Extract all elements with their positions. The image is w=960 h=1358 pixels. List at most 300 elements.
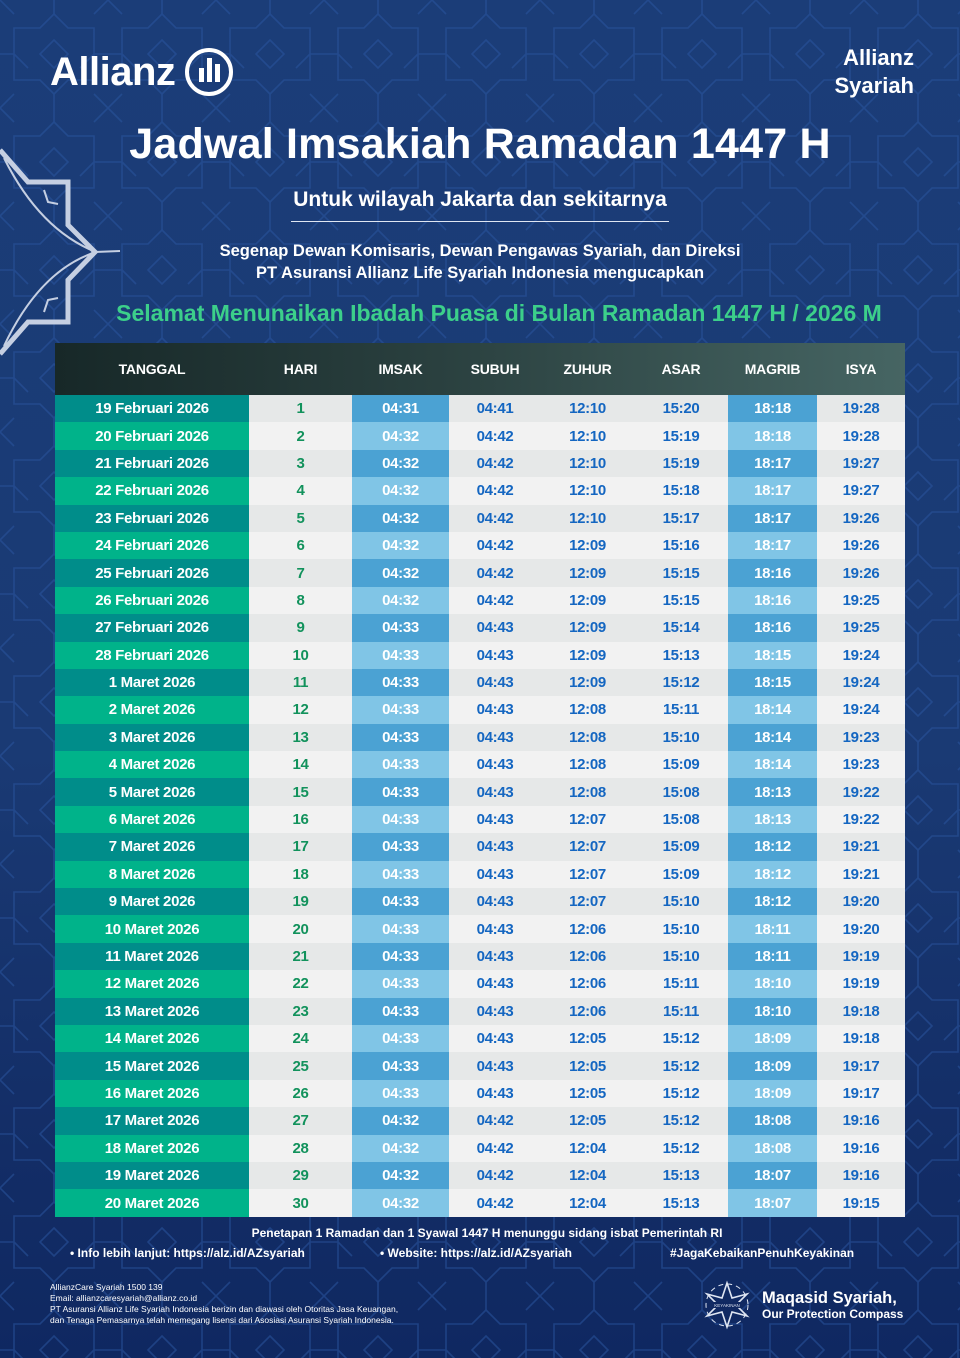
magrib-cell: 18:17 [728,505,817,532]
zuhur-cell: 12:04 [541,1189,634,1216]
date-cell: 7 Maret 2026 [55,833,249,860]
magrib-cell: 18:12 [728,833,817,860]
date-cell: 8 Maret 2026 [55,861,249,888]
isya-cell: 19:25 [817,587,905,614]
day-number-cell: 5 [249,505,352,532]
contact-phone: AllianzCare Syariah 1500 139 [50,1282,163,1292]
imsak-cell: 04:32 [352,1135,449,1162]
table-row [55,1052,905,1079]
table-row [55,696,905,723]
regulatory-line-2: dan Tenaga Pemasarnya telah memegang lisensi dari Asosiasi Asuransi Syariah Indonesia. [50,1315,394,1325]
subuh-cell: 04:43 [449,970,541,997]
asar-cell: 15:12 [634,1080,728,1107]
subuh-cell: 04:42 [449,477,541,504]
imsak-cell: 04:32 [352,1189,449,1216]
asar-cell: 15:13 [634,642,728,669]
subuh-cell: 04:42 [449,1189,541,1216]
asar-cell: 15:10 [634,943,728,970]
region-subtitle: Untuk wilayah Jakarta dan sekitarnya [291,188,669,222]
magrib-cell: 18:14 [728,724,817,751]
table-row [55,422,905,449]
zuhur-cell: 12:09 [541,614,634,641]
table-header-row [55,343,905,395]
magrib-cell: 18:14 [728,696,817,723]
subuh-cell: 04:43 [449,1025,541,1052]
isya-cell: 19:22 [817,806,905,833]
isya-cell: 19:18 [817,998,905,1025]
isya-cell: 19:25 [817,614,905,641]
asar-cell: 15:12 [634,1052,728,1079]
imsak-cell: 04:32 [352,559,449,586]
asar-cell: 15:19 [634,450,728,477]
day-number-cell: 20 [249,915,352,942]
table-row [55,888,905,915]
imsak-cell: 04:33 [352,724,449,751]
imsak-cell: 04:33 [352,778,449,805]
asar-cell: 15:11 [634,998,728,1025]
magrib-cell: 18:07 [728,1162,817,1189]
column-header-tanggal: TANGGAL [118,361,186,377]
day-number-cell: 26 [249,1080,352,1107]
column-header-imsak: IMSAK [378,361,423,377]
zuhur-cell: 12:10 [541,395,634,422]
ramadan-wish: Selamat Menunaikan Ibadah Puasa di Bulan Ramadan 1447 H / 2026 M [116,300,882,326]
magrib-cell: 18:11 [728,915,817,942]
day-number-cell: 29 [249,1162,352,1189]
asar-cell: 15:11 [634,970,728,997]
magrib-cell: 18:12 [728,888,817,915]
column-header-hari: HARI [283,361,318,377]
magrib-cell: 18:16 [728,559,817,586]
isya-cell: 19:24 [817,669,905,696]
zuhur-cell: 12:10 [541,477,634,504]
table-row [55,833,905,860]
subuh-cell: 04:42 [449,505,541,532]
column-header-isya: ISYA [845,361,877,377]
table-row [55,532,905,559]
day-number-cell: 19 [249,888,352,915]
maqasid-title: Maqasid Syariah, [762,1288,897,1307]
imsak-cell: 04:33 [352,915,449,942]
zuhur-cell: 12:07 [541,888,634,915]
subuh-cell: 04:43 [449,888,541,915]
subuh-cell: 04:43 [449,614,541,641]
imsak-cell: 04:33 [352,943,449,970]
subuh-cell: 04:42 [449,587,541,614]
isya-cell: 19:17 [817,1080,905,1107]
isya-cell: 19:15 [817,1189,905,1216]
zuhur-cell: 12:04 [541,1162,634,1189]
asar-cell: 15:15 [634,559,728,586]
zuhur-cell: 12:07 [541,833,634,860]
date-cell: 26 Februari 2026 [55,587,249,614]
zuhur-cell: 12:06 [541,943,634,970]
maqasid-text [762,1289,903,1322]
table-row [55,1107,905,1134]
day-number-cell: 15 [249,778,352,805]
zuhur-cell: 12:05 [541,1025,634,1052]
magrib-cell: 18:18 [728,395,817,422]
isya-cell: 19:20 [817,915,905,942]
subuh-cell: 04:42 [449,1107,541,1134]
imsak-cell: 04:32 [352,450,449,477]
date-cell: 15 Maret 2026 [55,1052,249,1079]
day-number-cell: 30 [249,1189,352,1216]
magrib-cell: 18:09 [728,1052,817,1079]
magrib-cell: 18:16 [728,587,817,614]
table-row [55,1162,905,1189]
imsak-cell: 04:32 [352,1162,449,1189]
table-row [55,724,905,751]
day-number-cell: 13 [249,724,352,751]
magrib-cell: 18:18 [728,422,817,449]
magrib-cell: 18:09 [728,1025,817,1052]
subuh-cell: 04:43 [449,943,541,970]
table-row [55,477,905,504]
asar-cell: 15:12 [634,669,728,696]
isya-cell: 19:23 [817,724,905,751]
isya-cell: 19:26 [817,559,905,586]
table-row [55,1080,905,1107]
date-cell: 9 Maret 2026 [55,888,249,915]
imsak-cell: 04:33 [352,970,449,997]
imsak-cell: 04:32 [352,1107,449,1134]
asar-cell: 15:20 [634,395,728,422]
column-header-zuhur: ZUHUR [563,361,612,377]
asar-cell: 15:09 [634,833,728,860]
magrib-cell: 18:11 [728,943,817,970]
zuhur-cell: 12:06 [541,915,634,942]
date-cell: 27 Februari 2026 [55,614,249,641]
asar-cell: 15:13 [634,1162,728,1189]
isya-cell: 19:24 [817,642,905,669]
asar-cell: 15:10 [634,915,728,942]
isya-cell: 19:27 [817,450,905,477]
table-row [55,778,905,805]
brand-line-1: Allianz [843,45,914,70]
isya-cell: 19:28 [817,422,905,449]
allianz-syariah-brand [835,44,915,100]
allianz-logo [50,48,233,96]
zuhur-cell: 12:08 [541,778,634,805]
date-cell: 14 Maret 2026 [55,1025,249,1052]
isya-cell: 19:23 [817,751,905,778]
day-number-cell: 25 [249,1052,352,1079]
column-header-subuh: SUBUH [470,361,520,377]
table-body [55,395,905,1217]
day-number-cell: 10 [249,642,352,669]
zuhur-cell: 12:06 [541,970,634,997]
asar-cell: 15:19 [634,422,728,449]
subuh-cell: 04:42 [449,450,541,477]
magrib-cell: 18:12 [728,861,817,888]
day-number-cell: 22 [249,970,352,997]
isya-cell: 19:19 [817,943,905,970]
date-cell: 23 Februari 2026 [55,505,249,532]
magrib-cell: 18:07 [728,1189,817,1216]
zuhur-cell: 12:08 [541,696,634,723]
greeting-text [0,240,960,284]
isya-cell: 19:16 [817,1107,905,1134]
info-link[interactable]: • Info lebih lanjut: https://alz.id/AZsyariah [70,1246,305,1260]
date-cell: 6 Maret 2026 [55,806,249,833]
asar-cell: 15:14 [634,614,728,641]
zuhur-cell: 12:05 [541,1107,634,1134]
asar-cell: 15:10 [634,724,728,751]
subuh-cell: 04:41 [449,395,541,422]
zuhur-cell: 12:10 [541,422,634,449]
day-number-cell: 9 [249,614,352,641]
asar-cell: 15:08 [634,806,728,833]
subuh-cell: 04:43 [449,642,541,669]
magrib-cell: 18:17 [728,532,817,559]
imsak-cell: 04:33 [352,696,449,723]
zuhur-cell: 12:07 [541,861,634,888]
table-row [55,970,905,997]
date-cell: 16 Maret 2026 [55,1080,249,1107]
subuh-cell: 04:43 [449,1052,541,1079]
subtitle-container [0,188,960,222]
day-number-cell: 6 [249,532,352,559]
table-row [55,998,905,1025]
date-cell: 10 Maret 2026 [55,915,249,942]
magrib-cell: 18:08 [728,1135,817,1162]
day-number-cell: 24 [249,1025,352,1052]
zuhur-cell: 12:07 [541,806,634,833]
date-cell: 25 Februari 2026 [55,559,249,586]
isya-cell: 19:26 [817,505,905,532]
date-cell: 1 Maret 2026 [55,669,249,696]
isya-cell: 19:27 [817,477,905,504]
table-row [55,861,905,888]
asar-cell: 15:09 [634,861,728,888]
imsak-cell: 04:33 [352,614,449,641]
date-cell: 19 Februari 2026 [55,395,249,422]
subuh-cell: 04:43 [449,861,541,888]
date-cell: 12 Maret 2026 [55,970,249,997]
isya-cell: 19:21 [817,833,905,860]
date-cell: 11 Maret 2026 [55,943,249,970]
magrib-cell: 18:10 [728,998,817,1025]
isya-cell: 19:17 [817,1052,905,1079]
day-number-cell: 4 [249,477,352,504]
column-header-magrib: MAGRIB [744,361,801,377]
table-row [55,614,905,641]
table-row [55,806,905,833]
table-row [55,450,905,477]
day-number-cell: 17 [249,833,352,860]
regulatory-line-1: PT Asuransi Allianz Life Syariah Indonesia berizin dan diawasi oleh Otoritas Jasa Keuangan, [50,1304,399,1314]
subuh-cell: 04:43 [449,1080,541,1107]
date-cell: 4 Maret 2026 [55,751,249,778]
greeting-line-2: PT Asuransi Allianz Life Syariah Indonesia mengucapkan [255,264,705,282]
magrib-cell: 18:17 [728,450,817,477]
date-cell: 28 Februari 2026 [55,642,249,669]
day-number-cell: 16 [249,806,352,833]
page-title: Jadwal Imsakiah Ramadan 1447 H [129,120,831,168]
brand-line-2: Syariah [834,73,914,98]
date-cell: 3 Maret 2026 [55,724,249,751]
imsak-cell: 04:33 [352,669,449,696]
asar-cell: 15:12 [634,1025,728,1052]
table-row [55,669,905,696]
day-number-cell: 23 [249,998,352,1025]
zuhur-cell: 12:05 [541,1080,634,1107]
asar-cell: 15:17 [634,505,728,532]
subuh-cell: 04:43 [449,751,541,778]
magrib-cell: 18:13 [728,806,817,833]
subuh-cell: 04:42 [449,1135,541,1162]
fine-print [50,1282,398,1326]
zuhur-cell: 12:09 [541,559,634,586]
isya-cell: 19:18 [817,1025,905,1052]
table-row [55,587,905,614]
asar-cell: 15:11 [634,696,728,723]
imsak-cell: 04:32 [352,505,449,532]
date-cell: 22 Februari 2026 [55,477,249,504]
contact-email: Email: allianzcaresyariah@allianz.co.id [50,1293,198,1303]
day-number-cell: 21 [249,943,352,970]
subuh-cell: 04:43 [449,778,541,805]
isya-cell: 19:21 [817,861,905,888]
website-link[interactable]: • Website: https://alz.id/AZsyariah [380,1246,573,1260]
date-cell: 20 Februari 2026 [55,422,249,449]
isya-cell: 19:19 [817,970,905,997]
asar-cell: 15:12 [634,1107,728,1134]
zuhur-cell: 12:09 [541,587,634,614]
zuhur-cell: 12:05 [541,1052,634,1079]
zuhur-cell: 12:04 [541,1135,634,1162]
date-cell: 13 Maret 2026 [55,998,249,1025]
imsak-cell: 04:33 [352,1025,449,1052]
date-cell: 20 Maret 2026 [55,1189,249,1216]
imsak-cell: 04:32 [352,422,449,449]
table-row [55,395,905,422]
imsak-cell: 04:32 [352,587,449,614]
date-cell: 2 Maret 2026 [55,696,249,723]
asar-cell: 15:16 [634,532,728,559]
imsak-cell: 04:33 [352,888,449,915]
day-number-cell: 1 [249,395,352,422]
date-cell: 24 Februari 2026 [55,532,249,559]
maqasid-subtitle: Our Protection Compass [762,1306,904,1321]
column-header-asar: ASAR [661,361,701,377]
compass-star-icon [702,1280,752,1330]
isya-cell: 19:16 [817,1135,905,1162]
subuh-cell: 04:43 [449,833,541,860]
imsakiah-table [55,343,905,1217]
isya-cell: 19:22 [817,778,905,805]
day-number-cell: 3 [249,450,352,477]
table-row [55,505,905,532]
zuhur-cell: 12:08 [541,751,634,778]
magrib-cell: 18:17 [728,477,817,504]
imsak-cell: 04:33 [352,998,449,1025]
magrib-cell: 18:16 [728,614,817,641]
imsak-cell: 04:33 [352,833,449,860]
table-row [55,559,905,586]
asar-cell: 15:08 [634,778,728,805]
asar-cell: 15:12 [634,1135,728,1162]
subuh-cell: 04:42 [449,559,541,586]
subuh-cell: 04:42 [449,532,541,559]
asar-cell: 15:13 [634,1189,728,1216]
magrib-cell: 18:14 [728,751,817,778]
date-cell: 5 Maret 2026 [55,778,249,805]
svg-text:KEYAKINAN: KEYAKINAN [714,1303,740,1308]
date-cell: 21 Februari 2026 [55,450,249,477]
table-row [55,1189,905,1216]
magrib-cell: 18:13 [728,778,817,805]
zuhur-cell: 12:09 [541,642,634,669]
day-number-cell: 7 [249,559,352,586]
table-row [55,943,905,970]
table-row [55,751,905,778]
day-number-cell: 8 [249,587,352,614]
zuhur-cell: 12:09 [541,669,634,696]
imsak-cell: 04:32 [352,477,449,504]
magrib-cell: 18:09 [728,1080,817,1107]
table-row [55,1135,905,1162]
day-number-cell: 2 [249,422,352,449]
asar-cell: 15:10 [634,888,728,915]
isya-cell: 19:16 [817,1162,905,1189]
zuhur-cell: 12:08 [541,724,634,751]
magrib-cell: 18:15 [728,669,817,696]
subuh-cell: 04:43 [449,998,541,1025]
imsak-cell: 04:33 [352,806,449,833]
zuhur-cell: 12:09 [541,532,634,559]
hashtag: #JagaKebaikanPenuhKeyakinan [670,1246,855,1260]
table-row [55,1025,905,1052]
imsak-cell: 04:31 [352,395,449,422]
subuh-cell: 04:43 [449,696,541,723]
day-number-cell: 12 [249,696,352,723]
day-number-cell: 11 [249,669,352,696]
day-number-cell: 27 [249,1107,352,1134]
greeting-line-1: Segenap Dewan Komisaris, Dewan Pengawas Syariah, dan Direksi [219,242,741,260]
asar-cell: 15:09 [634,751,728,778]
imsak-cell: 04:33 [352,1080,449,1107]
imsak-cell: 04:32 [352,532,449,559]
imsak-cell: 04:33 [352,751,449,778]
subuh-cell: 04:43 [449,724,541,751]
isya-cell: 19:26 [817,532,905,559]
subuh-cell: 04:42 [449,1162,541,1189]
magrib-cell: 18:15 [728,642,817,669]
subuh-cell: 04:43 [449,806,541,833]
date-cell: 17 Maret 2026 [55,1107,249,1134]
table-row [55,915,905,942]
zuhur-cell: 12:10 [541,505,634,532]
day-number-cell: 18 [249,861,352,888]
date-cell: 19 Maret 2026 [55,1162,249,1189]
isya-cell: 19:28 [817,395,905,422]
subuh-cell: 04:43 [449,669,541,696]
subuh-cell: 04:42 [449,422,541,449]
allianz-eagle-icon [185,48,233,96]
subuh-cell: 04:43 [449,915,541,942]
day-number-cell: 28 [249,1135,352,1162]
magrib-cell: 18:10 [728,970,817,997]
zuhur-cell: 12:06 [541,998,634,1025]
magrib-cell: 18:08 [728,1107,817,1134]
logo-text: Allianz [50,49,176,94]
day-number-cell: 14 [249,751,352,778]
imsak-cell: 04:33 [352,861,449,888]
isbat-note: Penetapan 1 Ramadan dan 1 Syawal 1447 H menunggu sidang isbat Pemerintah RI [251,1226,723,1240]
imsak-cell: 04:33 [352,642,449,669]
